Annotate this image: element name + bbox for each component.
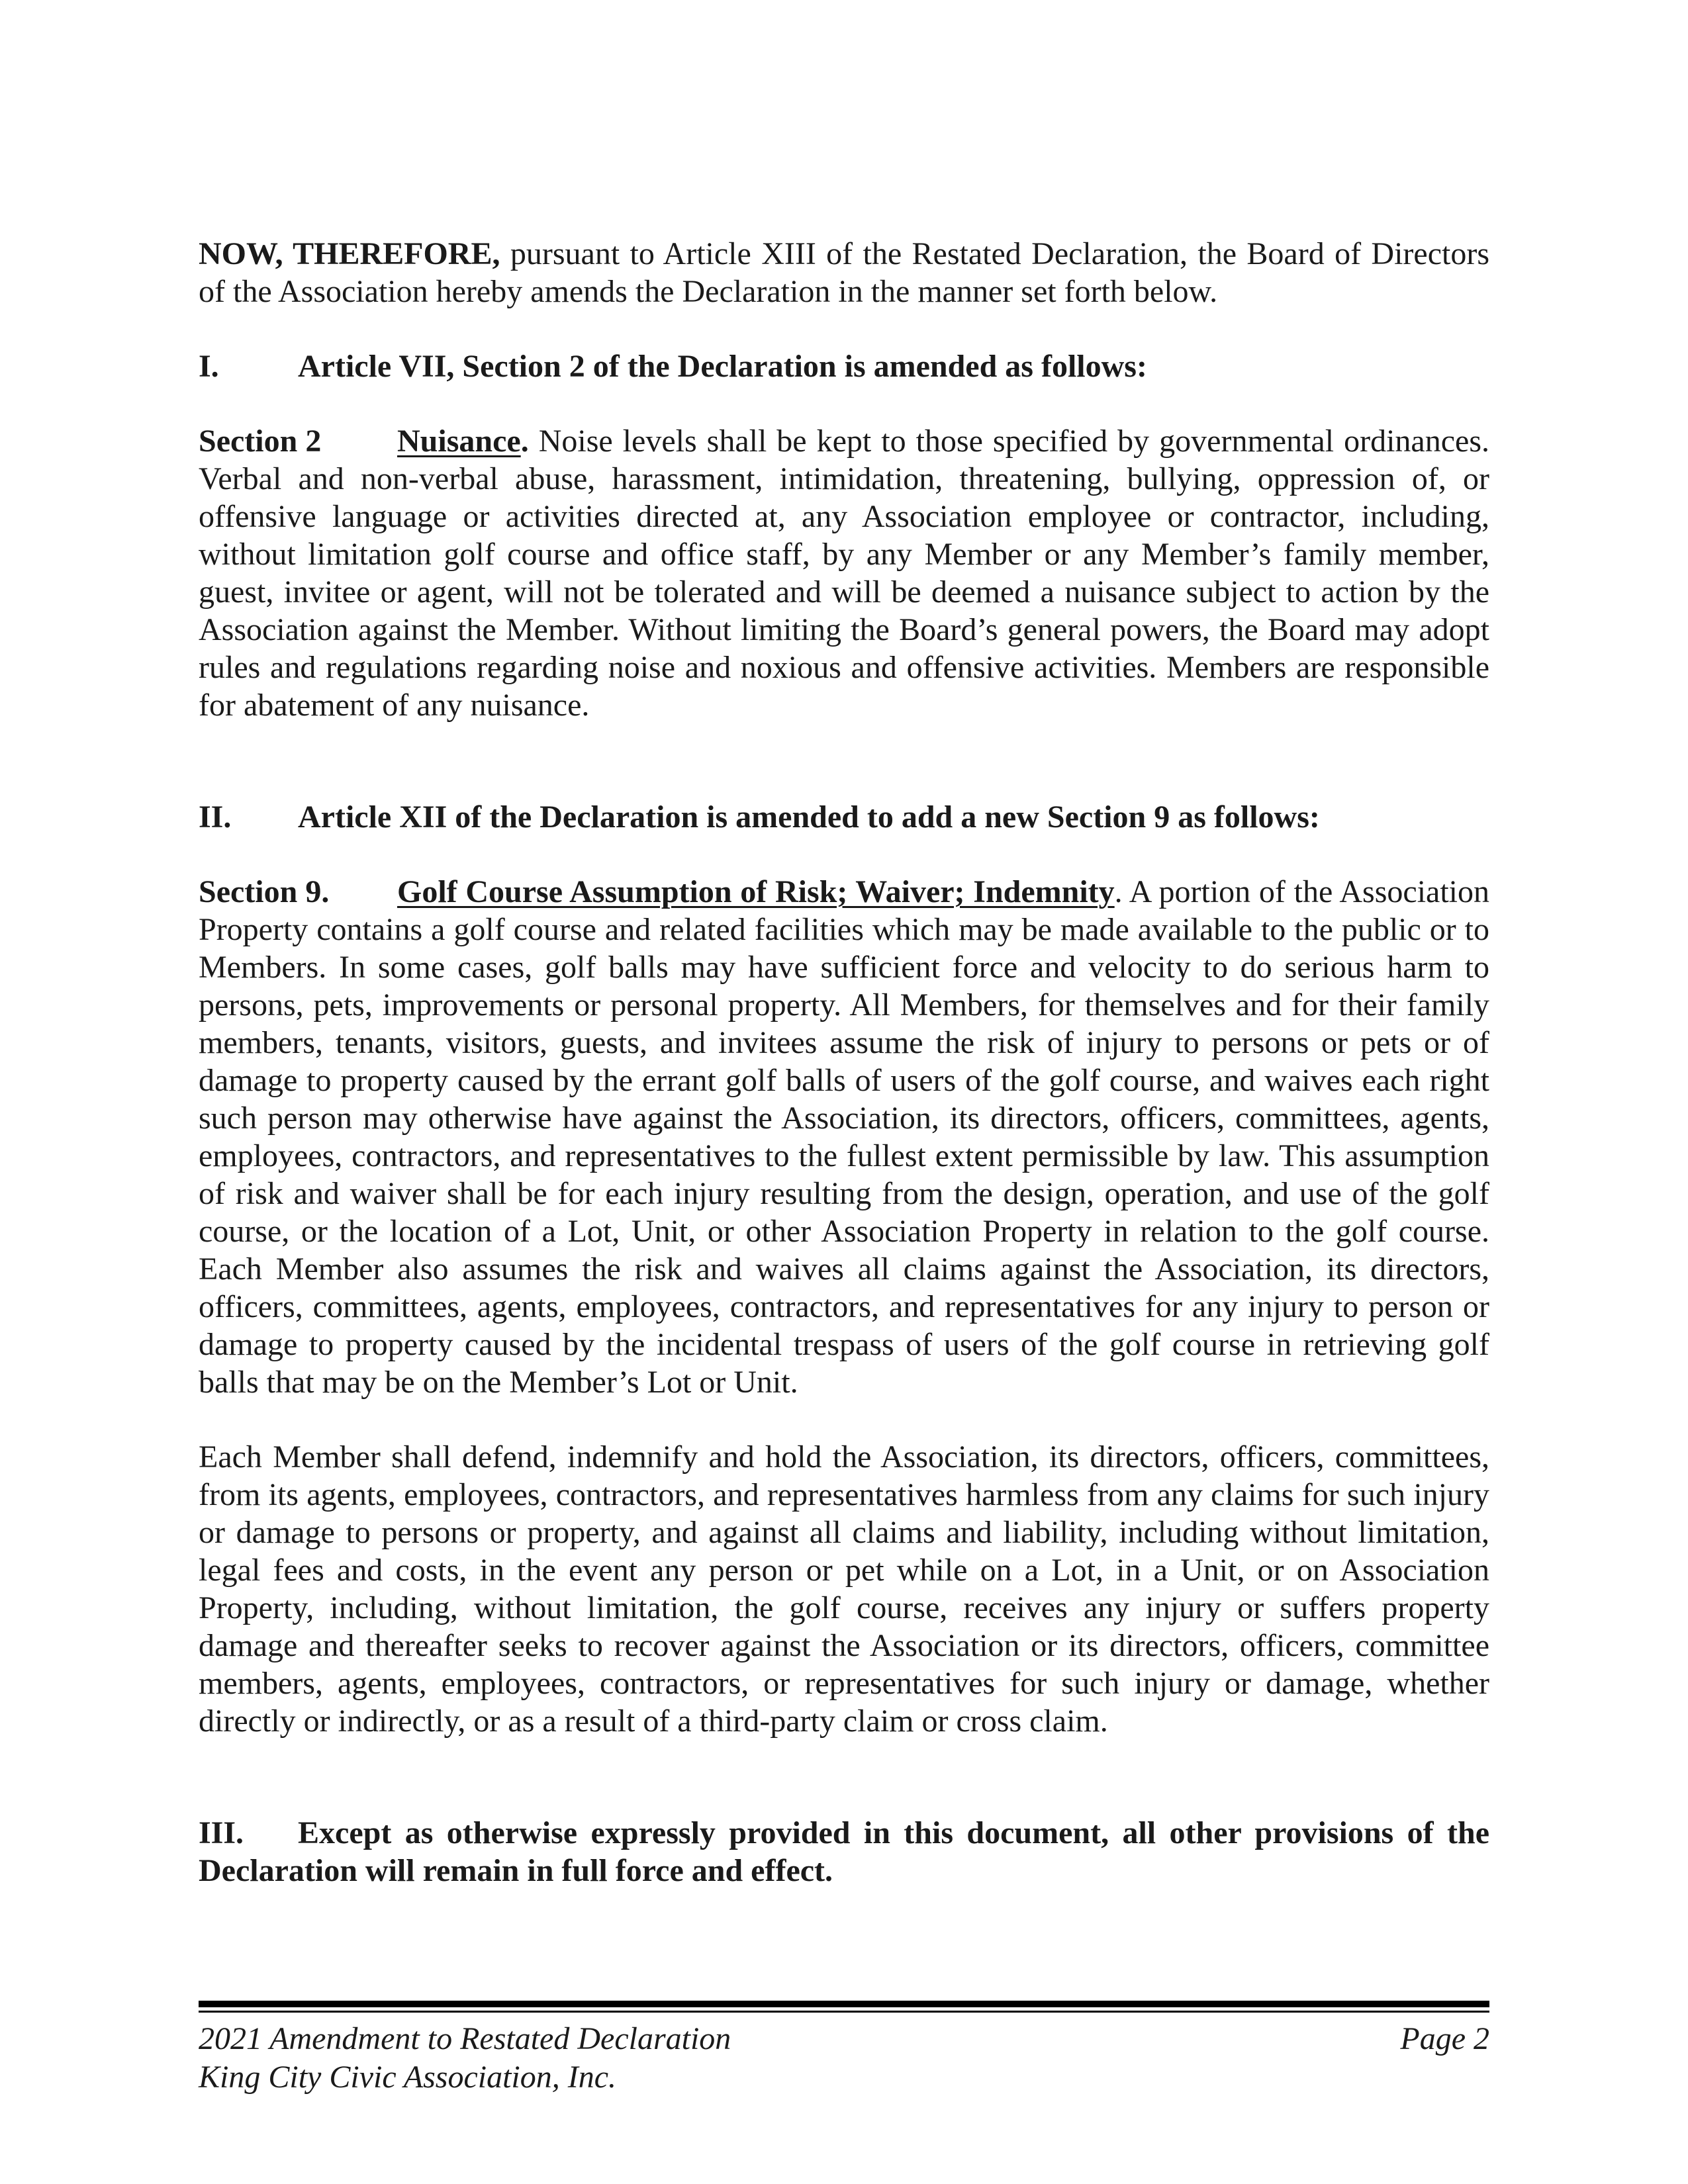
part1-number: I.	[199, 349, 219, 384]
document-body	[199, 235, 1489, 1889]
part1-heading-text: Article VII, Section 2 of the Declaration is amended as follows:	[298, 349, 1147, 384]
footer-divider-thin	[199, 2011, 1489, 2013]
part3-number: III.	[199, 1815, 244, 1850]
part1-section-body: Noise levels shall be kept to those specified by governmental ordinances. Verbal and non-verbal abuse, harassment, intimidation, threatening, bullying, oppression of, or offensive language or activities directed at, any Association employee or contractor, including, without limitation golf course and office staff, by any Member or any Member’s family member, guest, invitee or agent, will not be tolerated and will be deemed a nuisance subject to action by the Association against the Member. Without limiting the Board’s general powers, the Board may adopt rules and regulations regarding noise and noxious and offensive activities. Members are responsible for abatement of any nuisance.	[199, 424, 1489, 723]
part3-paragraph	[199, 1814, 1489, 1889]
part2-heading	[199, 798, 1489, 836]
part1-section-title: Nuisance	[397, 424, 521, 459]
part2-number: II.	[199, 799, 232, 835]
part2-section-paragraph	[199, 873, 1489, 1401]
part2-section-title-punct: .	[1114, 874, 1123, 909]
footer-document-title: 2021 Amendment to Restated Declaration	[199, 2021, 731, 2056]
part1-section-title-punct: .	[520, 424, 529, 459]
part1-heading	[199, 347, 1489, 385]
footer-divider-thick	[199, 2001, 1489, 2007]
intro-lead: NOW, THEREFORE,	[199, 236, 500, 271]
part1-section-paragraph	[199, 422, 1489, 724]
part2-heading-text: Article XII of the Declaration is amended to add a new Section 9 as follows:	[298, 799, 1320, 835]
part2-section-label: Section 9.	[199, 874, 330, 909]
part2-section-body: A portion of the Association Property contains a golf course and related facilities which may be made available to the public or to Members. In some cases, golf balls may have sufficient force and velocity to do serious harm to persons, pets, improvements or personal property. All Members, for themselves and for their family members, tenants, visitors, guests, and invitees assume the risk of injury to persons or pets or of damage to property caused by the errant golf balls of users of the golf course, and waives each right such person may otherwise have against the Association, its directors, officers, committees, agents, employees, contractors, and representatives to the fullest extent permissible by law. This assumption of risk and waiver shall be for each injury resulting from the design, operation, and use of the golf course, or the location of a Lot, Unit, or other Association Property in relation to the golf course. Each Member also assumes the risk and waives all claims against the Association, its directors, officers, committees, agents, employees, contractors, and representatives for any injury to person or damage to property caused by the incidental trespass of users of the golf course in retrieving golf balls that may be on the Member’s Lot or Unit.	[199, 874, 1490, 1400]
page-footer	[199, 2020, 1489, 2097]
footer-organization: King City Civic Association, Inc.	[199, 2060, 617, 2095]
intro-paragraph	[199, 235, 1489, 310]
part2-section-title: Golf Course Assumption of Risk; Waiver; Indemnity	[397, 874, 1115, 909]
part1-section-label: Section 2	[199, 424, 322, 459]
intro-text: pursuant to Article XIII of the Restated Declaration, the Board of Directors of the Association hereby amends the Declaration in the manner set forth below.	[199, 236, 1490, 309]
footer-page-number: Page 2	[1400, 2021, 1489, 2056]
part2-indemnity-paragraph: Each Member shall defend, indemnify and hold the Association, its directors, officers, committees, from its agents, employees, contractors, and representatives harmless from any claims for such injury or damage to persons or property, and against all claims and liability, including without limitation, legal fees and costs, in the event any person or pet while on a Lot, in a Unit, or on Association Property, including, without limitation, the golf course, receives any injury or suffers property damage and thereafter seeks to recover against the Association or its directors, officers, committee members, agents, employees, contractors, or representatives for such injury or damage, whether directly or indirectly, or as a result of a third-party claim or cross claim.	[199, 1439, 1489, 1739]
part3-text: Except as otherwise expressly provided in this document, all other provisions of the Declaration will remain in full force and effect.	[199, 1815, 1489, 1888]
